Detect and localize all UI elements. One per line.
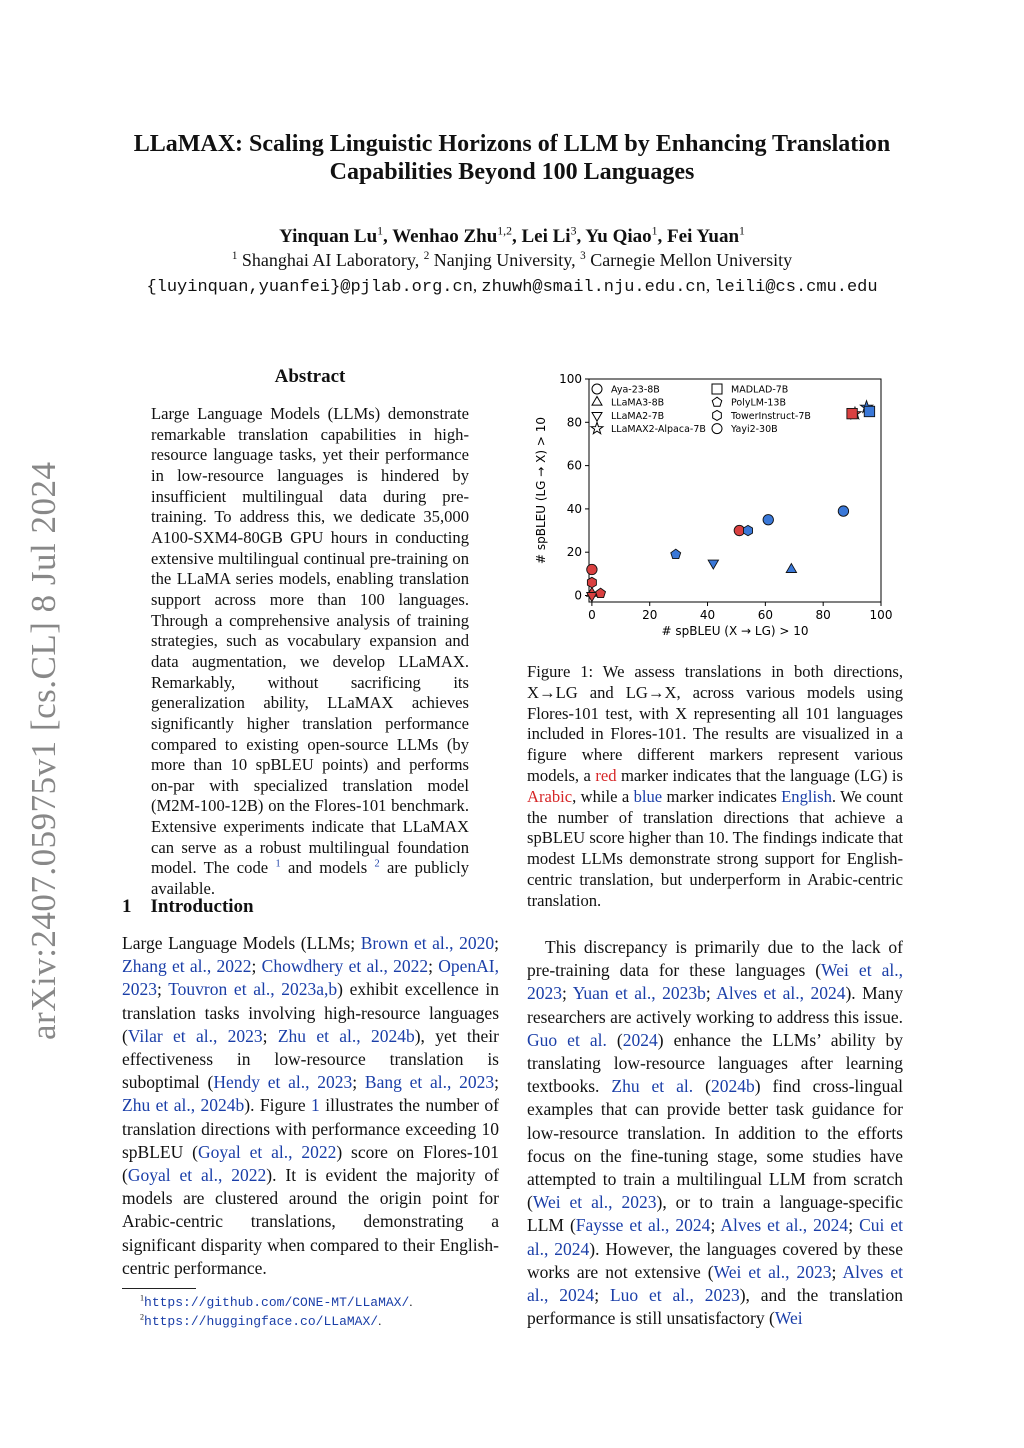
citation-link[interactable]: Faysse et al., 2024 [575,1215,711,1236]
author-email[interactable]: zhuwh@smail.nju.edu.cn [481,278,706,297]
abstract-text: Large Language Models (LLMs) demonstrate remarkable translation capabilities in high-resource language tasks, yet their performance in low-resource languages is hindered by insufficient multilingual data during pre-training. To address this, we dedicate 35,000 A100-SXM4-80GB GPU hours in conducting extensive multilingual continual pre-training on the LLaMA series models, enabling translation support across more than 100 languages. Through a comprehensive analysis of training strategies, such as vocabulary expansion and data augmentation, we develop LLaMAX. Remarkably, without sacrificing its generalization ability, LLaMAX achieves significantly higher translation performance compared to existing open-source LLMs (by more than 10 spBLEU points) and performs on-par with specialized translation model (M2M-100-12B) on the Flores-101 benchmark. Extensive experiments indicate that LLaMAX can serve as a robust multilingual foundation model. The code [151,404,469,878]
citation-link[interactable]: Wei [774,1308,803,1329]
legend-label: TowerInstruct-7B [731,410,811,422]
figure-1-chart [527,368,907,643]
citation-link[interactable]: 1 [311,1095,320,1116]
y-tick-label: 20 [566,545,582,560]
scatter-plot [527,368,907,643]
author-email[interactable]: leili@cs.cmu.edu [714,278,878,297]
x-tick-label: 60 [757,608,773,622]
abstract-tail: are publicly available. [151,858,469,899]
legend-label: Aya-23-8B [611,384,660,396]
citation-link[interactable]: Yuan et al., 2023b [572,983,706,1004]
citation-link[interactable]: Alves et al., 2024 [527,1261,903,1306]
affiliation-mark: 1 [231,250,238,262]
footnote [140,1293,413,1312]
citation-link[interactable]: Vilar et al., 2023 [127,1025,263,1046]
data-point-arabic [587,593,597,602]
abstract-body [151,404,469,900]
citation-link[interactable]: Wei et al., 2023 [532,1192,657,1213]
citation-link[interactable]: 2024b [710,1076,755,1097]
citation-link[interactable]: Goyal et al., 2022 [197,1141,337,1162]
footnote [140,1312,413,1331]
data-point-english [763,515,773,525]
data-point-english [864,406,874,416]
author-affiliation-mark: 1 [651,224,658,238]
citation-link[interactable]: Alves et al., 2024 [716,983,846,1004]
affiliation-name: Shanghai AI Laboratory, [241,250,420,270]
author-emails [90,276,934,297]
legend-label: LLaMAX2-Alpaca-7B [611,424,706,436]
data-point-english [708,560,718,569]
abstract-and-models: and models [287,858,368,878]
citation-link[interactable]: Luo et al., 2023 [609,1285,740,1306]
section-title: Introduction [150,896,254,917]
legend-marker-hexagon-icon [713,410,722,420]
citation-link[interactable]: Hendy et al., 2023 [213,1072,353,1093]
citation-link[interactable]: Touvron et al., 2023a,b [168,979,338,1000]
citation-link[interactable]: 2024 [622,1029,658,1050]
legend-label: Yayi2-30B [731,424,778,436]
data-point-arabic [596,588,606,597]
y-tick-label: 100 [559,372,582,386]
paper-title-line-1: LLaMAX: Scaling Linguistic Horizons of LLM by Enhancing Translation [133,131,891,157]
y-tick-label: 60 [566,458,582,473]
author-affiliation-mark: 1 [377,224,384,238]
footnote-number: 2 [140,1312,145,1322]
data-point-english [744,525,753,535]
citation-link[interactable]: Zhu et al. [611,1076,694,1097]
legend-marker-triangle-down-icon [592,413,602,422]
citation-link[interactable]: Goyal et al., 2022 [127,1165,267,1186]
citation-link[interactable]: Bang et al., 2023 [364,1072,495,1093]
x-axis-label: # spBLEU (X → LG) > 10 [661,624,809,638]
legend-marker-star-icon [591,422,603,433]
intro-paragraph-2: This discrepancy is primarily due to the lack of pre-training data for these languages (Wei et al., 2023; Yuan et al., 2023b; Alves et al., 2024). Many researchers are actively working to address this issue. Guo et al. (2024) enhance the LLMs’ ability by translating low-resource languages after learning textbooks. Zhu et al. (2024b) find cross-lingual examples that can provide better task guidance for low-resource translation. In addition to the efforts focus on the fine-tuning stage, some studies have attempted to train a multilingual LLM from scratch (Wei et al., 2023), or to train a language-specific LLM (Faysse et al., 2024; Alves et al., 2024; Cui et al., 2024). However, the languages covered by these works are not extensive (Wei et al., 2023; Alves et al., 2024; Luo et al., 2023), and the translation performance is still unsatisfactory (Wei [527,937,904,1329]
paper-title [90,130,934,186]
footnote-ref-1[interactable]: 1 [275,858,281,870]
footnote-number: 1 [140,1293,145,1303]
author-email[interactable]: {luyinquan,yuanfei}@pjlab.org.cn [146,278,473,297]
figure-1-caption: Figure 1: We assess translations in both directions, X→LG and LG→X, across various models using Flores-101 test, with X representing all 101 languages included in Flores-101. The results are visualized in a figure where different markers represent various models, a red marker indicates that the language (LG) is Arabic, while a blue marker indicates English. We count the number of translation directions that achieve a spBLEU score higher than 10. The findings indicate that modest LLMs demonstrate strong support for English-centric translation, but underperform in Arabic-centric translation. [527,662,903,910]
y-tick-label: 0 [574,588,582,603]
citation-link[interactable]: Cui et al., 2024 [527,1215,903,1259]
affiliation-mark: 3 [580,250,586,262]
author-name: Yinquan Lu [279,226,378,247]
citation-link[interactable]: Zhu et al., 2024b [277,1025,415,1046]
email-separator: , [705,276,715,295]
data-point-arabic [734,525,744,535]
abstract-heading: Abstract [274,366,346,387]
author-affiliation-mark: 3 [570,224,577,238]
footnotes [140,1293,413,1331]
x-tick-label: 40 [699,608,716,622]
y-tick-label: 40 [566,501,582,516]
author-list: Yinquan Lu$^1$, Wenhao Zhu$^{1,2}$, Lei Li$^3$, Yu Qiao$^1$, Fei Yuan$^1$ [279,224,745,247]
legend-label: LLaMA3-8B [611,397,665,409]
legend-marker-square-icon [712,384,722,394]
data-point-english [838,506,848,516]
citation-link[interactable]: Zhang et al., 2022 [122,956,252,977]
citation-link[interactable]: OpenAI, 2023 [122,956,500,1000]
highlight-blue: English [781,786,832,806]
legend-label: PolyLM-13B [731,397,786,409]
footnote-ref-2[interactable]: 2 [374,858,380,870]
email-separator: , [472,276,482,295]
data-point-english [671,549,681,558]
citation-link[interactable]: Guo et al. [527,1029,607,1050]
legend-marker-pentagon-icon [712,397,722,406]
footnote-url[interactable]: https://huggingface.co/LLaMAX/ [144,1314,379,1329]
highlight-blue: blue [633,786,663,806]
author-affiliation-mark: 1,2 [497,224,512,238]
affiliation-name: Nanjing University, [433,250,576,270]
section-heading-introduction [122,896,254,918]
legend-marker-circle-icon [592,384,602,394]
author-name: Fei Yuan [667,226,740,247]
footnote-rule [122,1288,196,1289]
author-name: Wenhao Zhu [392,226,498,247]
arxiv-identifier: arXiv:2407.05975v1 [cs.CL] 8 Jul 2024 [24,461,63,1040]
y-axis-label: # spBLEU (LG → X) > 10 [534,416,548,565]
legend-label: MADLAD-7B [731,384,789,396]
footnote-period: . [409,1294,413,1309]
highlight-red: Arabic [527,786,573,806]
citation-link[interactable]: Wei et al., 2023 [527,960,903,1004]
affiliation-name: Carnegie Mellon University [590,250,793,270]
x-tick-label: 100 [869,608,893,622]
data-point-english [786,564,796,573]
legend-marker-circle-icon [712,424,722,434]
section-number: 1 [122,896,132,917]
citation-link[interactable]: Wei et al., 2023 [713,1261,832,1282]
legend-label: LLaMA2-7B [611,410,665,422]
author-affiliation-mark: 1 [739,224,745,238]
data-point-arabic [847,408,857,418]
citation-link[interactable]: Brown et al., 2020 [360,933,495,953]
author-name: Yu Qiao [585,226,652,247]
footnote-url[interactable]: https://github.com/CONE-MT/LLaMAX/ [144,1295,410,1310]
legend-marker-triangle-up-icon [592,396,602,405]
affiliation-mark: 2 [423,250,430,262]
highlight-red: red [595,765,617,785]
author-name: Lei Li [521,226,571,247]
y-tick-label: 80 [566,415,582,430]
x-tick-label: 80 [815,608,831,622]
citation-link[interactable]: Zhu et al., 2024b [122,1095,245,1116]
citation-link[interactable]: Alves et al., 2024 [720,1215,849,1236]
x-tick-label: 0 [588,608,596,622]
intro-paragraph-1: Large Language Models (LLMs; Brown et al., 2020; Zhang et al., 2022; Chowdhery et al., 2022; OpenAI, 2023; Touvron et al., 2023a,b) exhibit excellence in translation tasks involving high-resource languages (Vilar et al., 2023; Zhu et al., 2024b), yet their effectiveness in low-resource translation is suboptimal (Hendy et al., 2023; Bang et al., 2023; Zhu et al., 2024b). Figure 1 illustrates the number of translation directions with performance exceeding 10 spBLEU (Goyal et al., 2022) score on Flores-101 (Goyal et al., 2022). It is evident the majority of models are clustered around the origin point for Arabic-centric translations, demonstrating a significant disparity when compared to their English-centric performance. [122,933,500,1278]
x-tick-label: 20 [642,608,658,622]
affiliations [90,250,934,271]
data-point-arabic [587,577,596,587]
paper-title-line-2: Capabilities Beyond 100 Languages [329,159,695,185]
footnote-period: . [378,1313,382,1328]
citation-link[interactable]: Chowdhery et al., 2022 [261,956,429,977]
data-point-arabic [587,564,597,574]
